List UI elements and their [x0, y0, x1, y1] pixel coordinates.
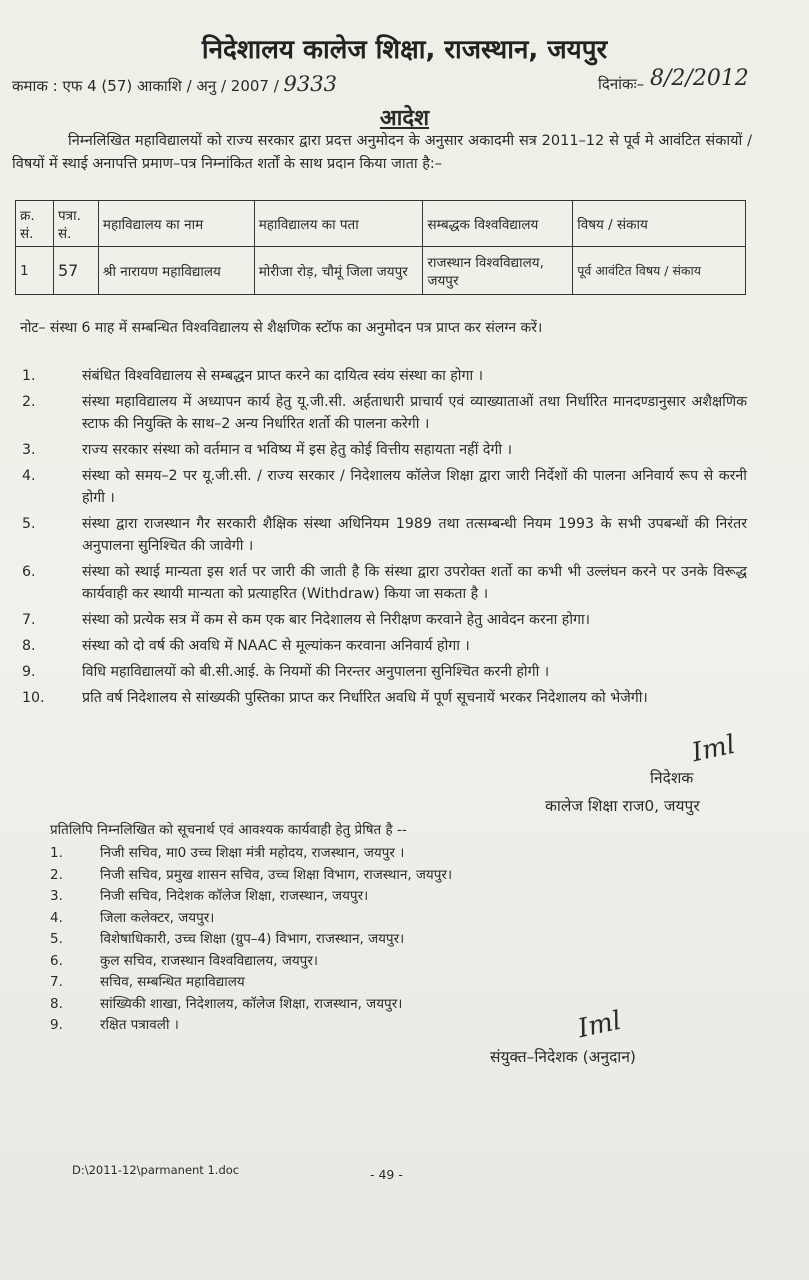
order-heading: आदेश	[379, 106, 430, 131]
item-number: 1.	[50, 845, 63, 861]
list-item	[50, 1015, 452, 1037]
director-office: कालेज शिक्षा राज0, जयपुर	[545, 797, 700, 815]
item-number: 8.	[50, 995, 63, 1012]
list-item	[50, 951, 452, 973]
col-college-address: महाविद्यालय का पता	[254, 201, 423, 247]
reference-label: कमाक : एफ 4 (57) आकाशि / अनु / 2007 /	[12, 77, 279, 95]
col-university: सम्बद्धक विश्वविद्यालय	[423, 201, 573, 247]
item-number: 1.	[22, 368, 36, 384]
item-text: संस्था महाविद्यालय में अध्यापन कार्य हेतु यू.जी.सी. अर्हताधारी प्राचार्य एवं व्याख्याताओं तथा निर्धारित मानदण्डानुसार अशैक्षणिक स्टाफ की नियुक्ति के साथ–2 अन्य निर्धारित शर्तो की पालना करेगी ।	[82, 394, 747, 432]
item-text: राज्य सरकार संस्था को वर्तमान व भविष्य में इस हेतु कोई वित्तीय सहायता नहीं देगी ।	[82, 442, 512, 458]
director-designation: निदेशक	[650, 769, 694, 787]
page-title: निदेशालय कालेज शिक्षा, राजस्थान, जयपुर	[201, 35, 608, 65]
cell-university: राजस्थान विश्वविद्यालय, जयपुर	[423, 247, 573, 295]
cell-file-no: 57	[53, 247, 98, 295]
cell-college-name: श्री नारायण महाविद्यालय	[98, 247, 254, 295]
note-text: नोट– संस्था 6 माह में सम्बन्धित विश्वविद्यालय से शैक्षणिक स्टॉफ का अनुमोदन पत्र प्राप्त कर संलग्न करें।	[20, 320, 543, 336]
copy-to-intro: प्रतिलिपि निम्नलिखित को सूचनार्थ एवं आवश्यक कार्यवाही हेतु प्रेषित है --	[50, 822, 407, 838]
conditions-list	[22, 365, 747, 713]
list-item	[50, 972, 452, 994]
item-number: 6.	[50, 952, 63, 969]
reference-handwritten-number: 9333	[283, 72, 337, 96]
item-text: सचिव, सम्बन्धित महाविद्यालय	[100, 974, 245, 990]
list-item	[22, 661, 747, 683]
copy-to-list	[50, 843, 452, 1037]
item-text: निजी सचिव, निदेशक कॉलेज शिक्षा, राजस्थान, जयपुर।	[100, 888, 369, 904]
item-number: 10.	[22, 690, 45, 706]
col-subject: विषय / संकाय	[573, 201, 746, 247]
list-item	[50, 865, 452, 887]
item-number: 2.	[50, 866, 63, 883]
item-text: संस्था को दो वर्ष की अवधि में NAAC से मूल्यांकन करवाना अनिवार्य होगा ।	[82, 638, 470, 654]
list-item	[22, 439, 747, 461]
item-text: संस्था को समय–2 पर यू.जी.सी. / राज्य सरकार / निदेशालय कॉलेज शिक्षा द्वारा जारी निर्देशों की पालना अनिवार्य रूप से करनी होगी ।	[82, 468, 747, 506]
item-number: 6.	[22, 564, 36, 580]
item-number: 9.	[50, 1017, 63, 1033]
item-text: प्रति वर्ष निदेशालय से सांख्यकी पुस्तिका प्राप्त कर निर्धारित अवधि में पूर्ण सूचनायें भरकर निदेशालय को भेजेगी।	[82, 690, 648, 706]
list-item	[22, 635, 747, 657]
item-text: संबंधित विश्वविद्यालय से सम्बद्धन प्राप्त करने का दायित्व स्वंय संस्था का होगा ।	[82, 368, 484, 384]
list-item	[50, 929, 452, 951]
item-number: 7.	[22, 612, 36, 628]
item-number: 4.	[50, 909, 63, 926]
item-text: सांख्यिकी शाखा, निदेशालय, कॉलेज शिक्षा, राजस्थान, जयपुर।	[100, 995, 403, 1012]
item-text: निजी सचिव, प्रमुख शासन सचिव, उच्च शिक्षा विभाग, राजस्थान, जयपुर।	[100, 866, 453, 883]
list-item	[22, 513, 747, 557]
item-number: 4.	[22, 468, 36, 484]
list-item	[50, 994, 452, 1016]
item-text: विधि महाविद्यालयों को बी.सी.आई. के नियमों की निरन्तर अनुपालना सुनिश्चित करनी होगी ।	[82, 664, 550, 680]
item-text: कुल सचिव, राजस्थान विश्वविद्यालय, जयपुर।	[100, 952, 318, 969]
list-item	[50, 908, 452, 930]
item-number: 7.	[50, 974, 63, 990]
item-number: 3.	[50, 888, 63, 904]
joint-director-signature: Iml	[575, 1005, 624, 1045]
list-item	[50, 843, 452, 865]
item-text: रक्षित पत्रावली ।	[100, 1017, 179, 1033]
list-item	[22, 365, 747, 387]
reference-number	[12, 72, 337, 96]
item-text: संस्था को स्थाई मान्यता इस शर्त पर जारी की जाती है कि संस्था द्वारा उपरोक्त शर्तो का कभी भी उल्लंघन करने पर उनके विरूद्ध कार्यवाही कर स्थायी मान्यता को प्रत्याहरित (Withdraw) किया जा सकता है ।	[82, 564, 747, 602]
list-item	[22, 609, 747, 631]
table-header-row	[16, 201, 746, 247]
col-serial: क्र. सं.	[16, 201, 54, 247]
list-item	[22, 687, 747, 709]
item-text: निजी सचिव, मा0 उच्च शिक्षा मंत्री महोदय, राजस्थान, जयपुर ।	[100, 845, 405, 861]
cell-subject: पूर्व आवंटित विषय / संकाय	[573, 247, 746, 295]
item-text: संस्था को प्रत्येक सत्र में कम से कम एक बार निदेशालय से निरीक्षण करवाने हेतु आवेदन करना होगा।	[82, 612, 591, 628]
item-number: 8.	[22, 638, 36, 654]
item-text: संस्था द्वारा राजस्थान गैर सरकारी शैक्षिक संस्था अधिनियम 1989 तथा तत्सम्बन्धी नियम 1993 के सभी उपबन्धों की निरंतर अनुपालना सुनिश्चित की जावेगी ।	[82, 516, 747, 554]
list-item	[50, 886, 452, 908]
director-signature: Iml	[689, 729, 738, 769]
col-file-no: पत्रा. सं.	[53, 201, 98, 247]
page-number: - 49 -	[370, 1167, 403, 1182]
item-number: 2.	[22, 394, 36, 410]
joint-director-designation: संयुक्त–निदेशक (अनुदान)	[490, 1048, 636, 1066]
item-number: 3.	[22, 442, 36, 458]
file-path: D:\2011-12\parmanent 1.doc	[72, 1163, 240, 1177]
date-value: 8/2/2012	[650, 66, 749, 91]
college-table	[15, 200, 746, 295]
item-number: 9.	[22, 664, 36, 680]
list-item	[22, 561, 747, 605]
cell-serial: 1	[16, 247, 54, 295]
col-college-name: महाविद्यालय का नाम	[98, 201, 254, 247]
item-number: 5.	[22, 516, 36, 532]
intro-paragraph: निम्नलिखित महाविद्यालयों को राज्य सरकार द्वारा प्रदत्त अनुमोदन के अनुसार अकादमी सत्र 2011–12 से पूर्व मे आवंटित संकायों / विषयों में स्थाई अनापत्ति प्रमाण–पत्र निम्नांकित शर्तों के साथ प्रदान किया जाता है:–	[12, 133, 752, 172]
cell-college-address: मोरीजा रोड़, चौमूं जिला जयपुर	[254, 247, 423, 295]
list-item	[22, 465, 747, 509]
date-label: दिनांकः–	[598, 75, 645, 93]
table-row	[16, 247, 746, 295]
item-text: जिला कलेक्टर, जयपुर।	[100, 909, 215, 926]
item-text: विशेषाधिकारी, उच्च शिक्षा (ग्रुप–4) विभाग, राजस्थान, जयपुर।	[100, 931, 405, 947]
list-item	[22, 391, 747, 435]
item-number: 5.	[50, 931, 63, 947]
